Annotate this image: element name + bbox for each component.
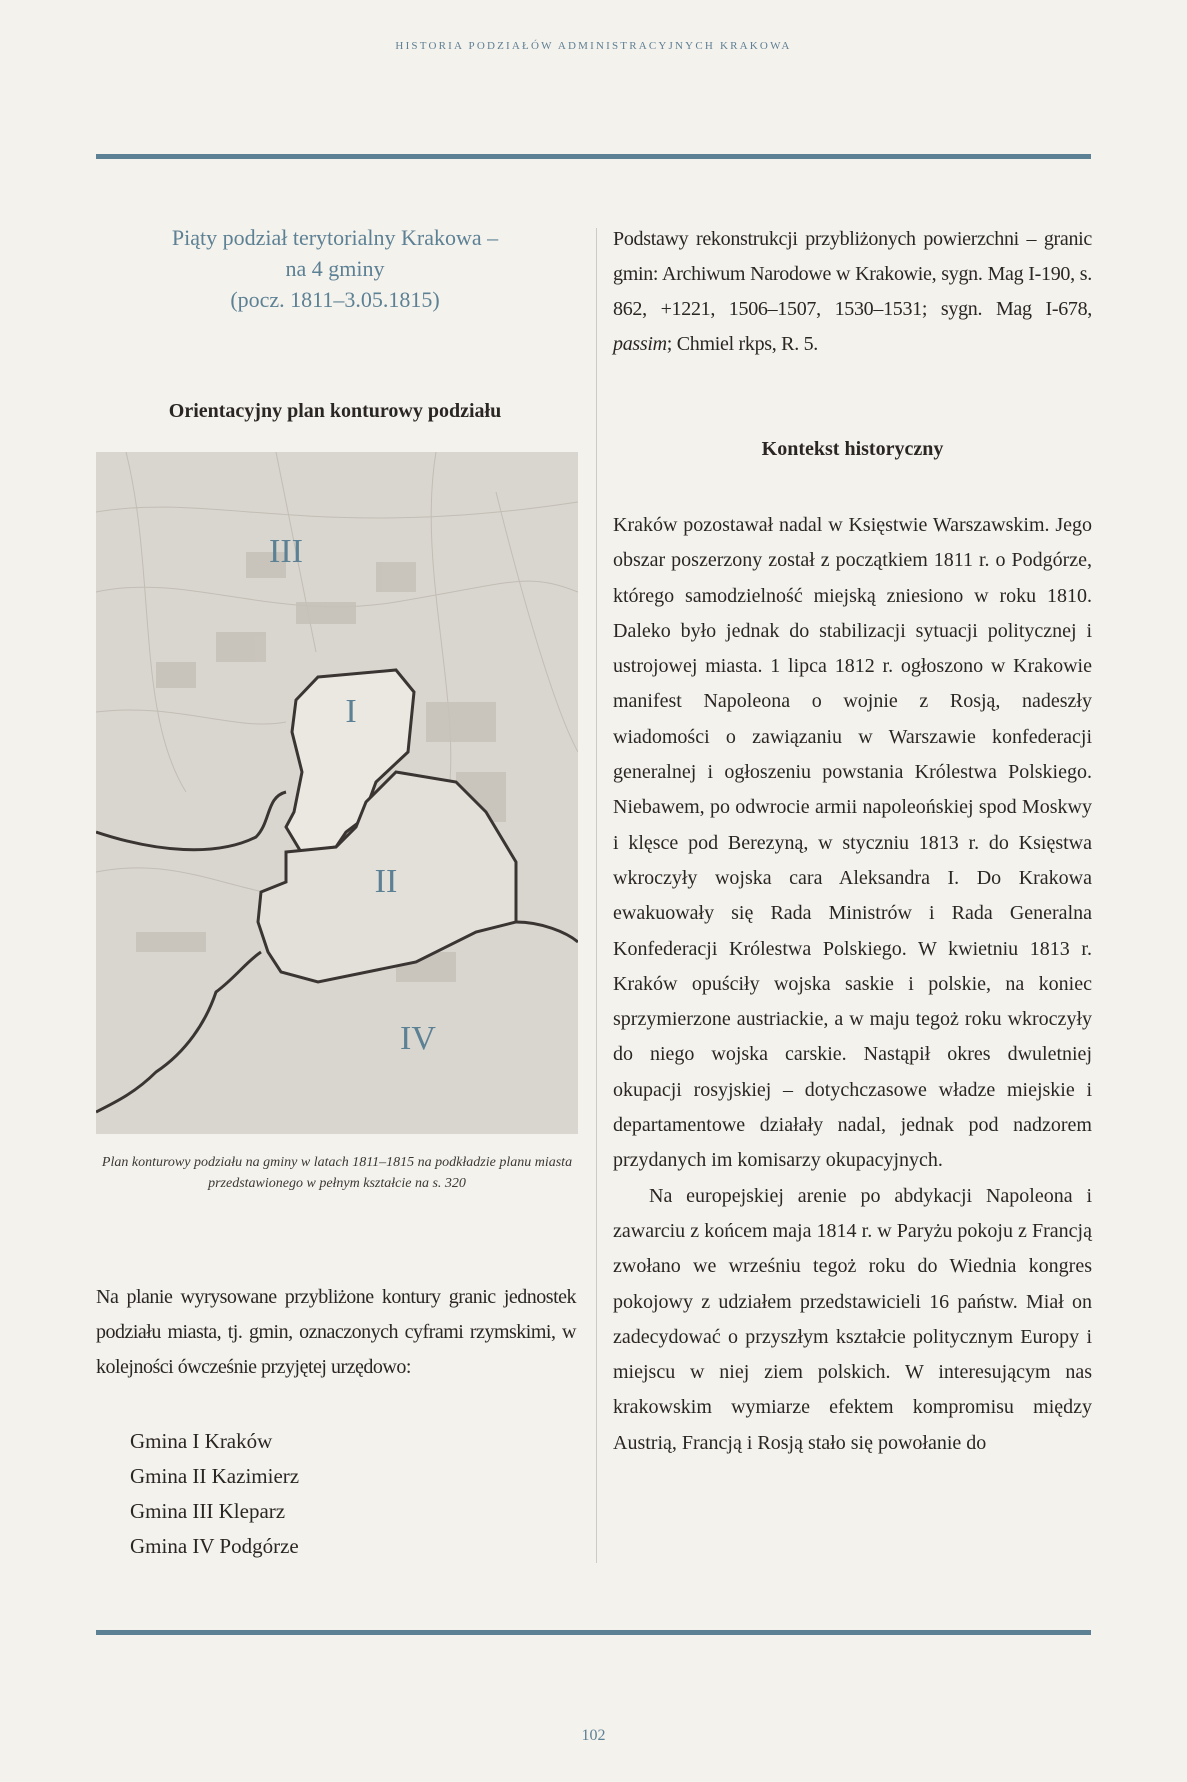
column-divider [596,228,597,1563]
map-label-ii: II [374,863,398,900]
map-figure [96,452,578,1134]
sources-text-end: ; Chmiel rkps, R. 5. [666,333,819,355]
paragraph: Na europejskiej arenie po abdykacji Napoleona i zawarciu z końcem maja 1814 r. w Paryżu pokoju z Francją zwołano we wrześniu tegoż roku do Wiednia kongres pokojowy z udziałem przedstawicieli 16 państw. Miał on zadecydować o przyszłym kształcie politycznym Europy i miejscu w niej ziem polskich. W interesującym nas krakowskim wymiarze efektem kompromisu między Austrią, Francją i Rosją stało się powołanie do [613,1184,1092,1454]
list-item: Gmina I Kraków [130,1429,273,1453]
section-title [96,222,574,315]
running-title: HISTORIA PODZIAŁÓW ADMINISTRACYJNYCH KRAKOWA [395,40,792,52]
paragraph: Kraków pozostawał nadal w Księstwie Warszawskim. Jego obszar poszerzony został z początkiem 1811 r. o Podgórze, którego samodzielność miejską zniesiono w roku 1810. Daleko było jednak do stabilizacji sytuacji politycznej i ustrojowej miasta. 1 lipca 1812 r. ogłoszono w Krakowie manifest Napoleona o wojnie z Rosją, nadeszły wiadomości o zawiązaniu w Warszawie konfederacji generalnej i ogłoszeniu powstania Królestwa Polskiego. Niebawem, po odwrocie armii napoleońskiej spod Moskwy i klęsce pod Berezyną, w styczniu 1813 r. do Księstwa wkroczyły wojska cara Aleksandra I. Do Krakowa ewakuowały się Rada Ministrów i Rada Generalna Konfederacji Królestwa Polskiego. W kwietniu 1813 r. Kraków opuściły wojska saskie i polskie, na koniec sprzymierzone austriackie, a w maju tegoż roku wkroczyły do niego wojska carskie. Nastąpił okres dwuletniej okupacji rosyjskiej – dotychczasowe władze miejskie i departamentowe działały nadal, jednak pod nadzorem przydanych im komisarzy okupacyjnych. [613,514,1092,1172]
title-line: (pocz. 1811–3.05.1815) [230,287,440,312]
contour-map [96,452,578,1134]
map-label-i: I [345,693,357,730]
intro-paragraph: Na planie wyrysowane przybliżone kontury granic jednostek podziału miasta, tj. gmin, oznaczonych cyframi rzymskimi, w kolejności ówcześnie przyjętej urzędowo: [96,1286,576,1378]
map-subtitle: Orientacyjny plan konturowy podziału [168,400,502,422]
map-caption: Plan konturowy podziału na gminy w latach 1811–1815 na podkładzie planu miasta przedstawionego w pełnym kształcie na s. 320 [101,1155,573,1191]
list-item: Gmina II Kazimierz [130,1464,300,1488]
list-item: Gmina IV Podgórze [130,1534,299,1558]
title-line: Piąty podział terytorialny Krakowa – [171,225,499,250]
sources-note [613,222,1092,362]
list-item: Gmina III Kleparz [130,1499,286,1523]
section-heading: Kontekst historyczny [761,438,944,460]
sources-text: Podstawy rekonstrukcji przybliżonych powierzchni – granic gmin: Archiwum Narodowe w Krakowie, sygn. Mag I-190, s. 862, +1221, 1506–1507, 1530–1531; sygn. Mag I-678, [613,228,1092,320]
bottom-rule [96,1630,1091,1635]
gmina-list [130,1424,299,1564]
title-line: na 4 gminy [285,256,385,281]
map-label-iii: III [269,533,303,570]
sources-italic: passim [613,333,667,355]
map-label-iv: IV [400,1020,436,1057]
top-rule [96,154,1091,159]
page-number: 102 [581,1727,606,1744]
historical-context [613,508,1092,1461]
